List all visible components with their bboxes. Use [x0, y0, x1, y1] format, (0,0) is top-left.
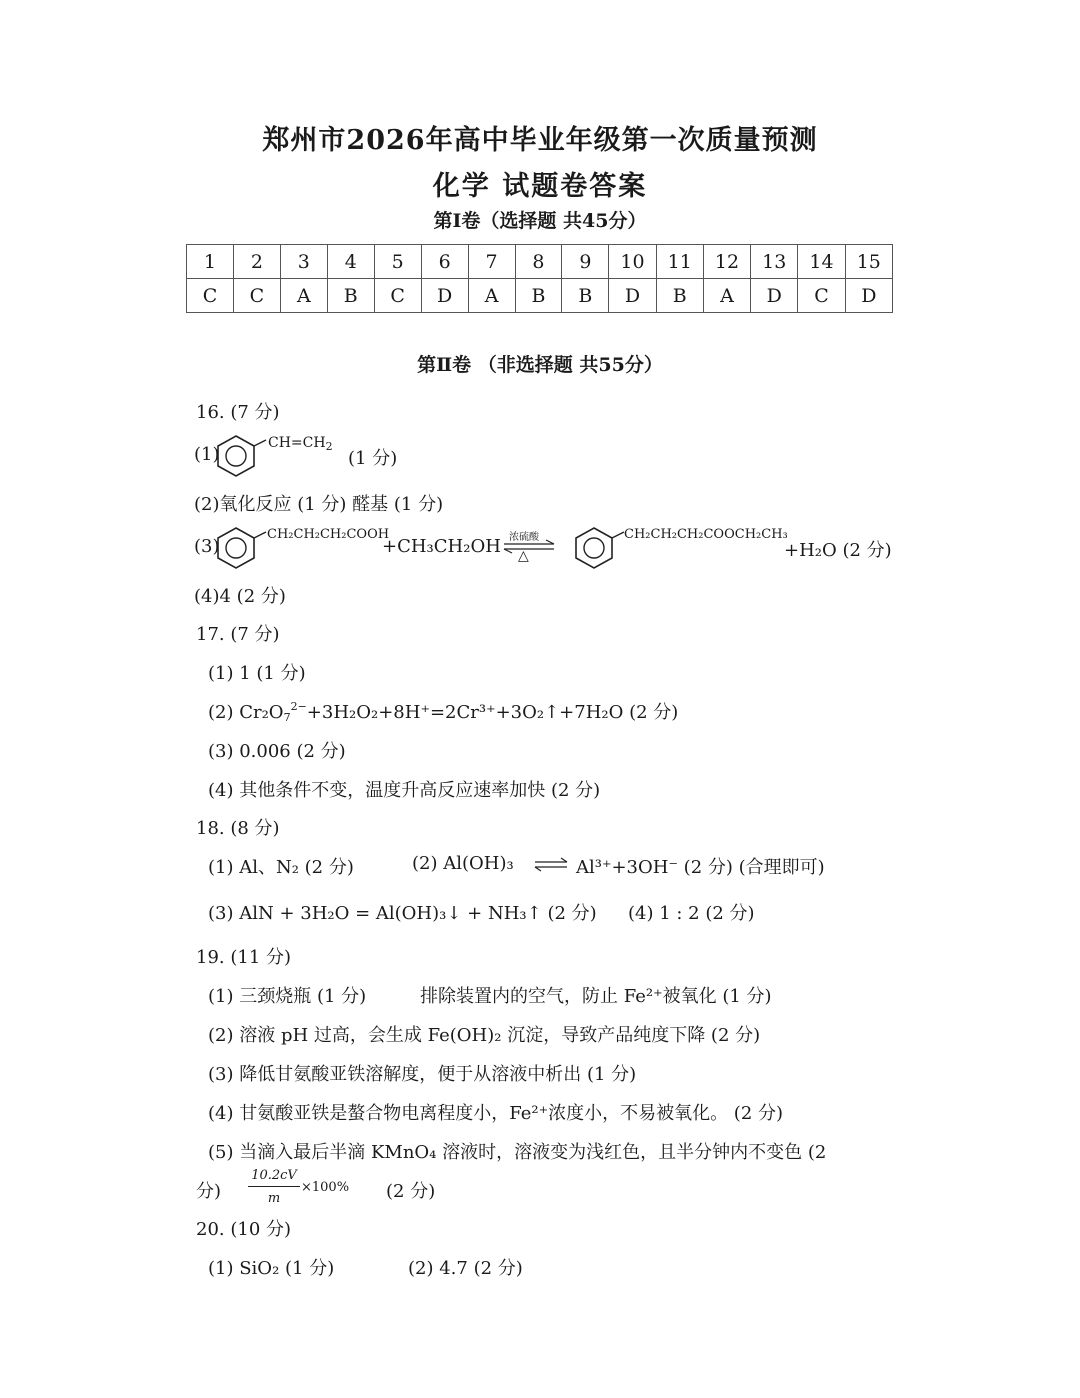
- table-cell: C: [798, 279, 845, 313]
- table-cell: B: [656, 279, 703, 313]
- q19-part5: (5) 当滴入最后半滴 KMnO₄ 溶液时，溶液变为浅红色，且半分钟内不变色 (2: [208, 1142, 827, 1163]
- q16-condition: 浓硫酸: [509, 532, 539, 543]
- subscript: 2: [325, 440, 333, 453]
- dichromate-text: (2) Cr₂O: [208, 702, 284, 723]
- table-cell: A: [468, 279, 515, 313]
- answer-table-number-row: [187, 245, 893, 279]
- q20-part2: (2) 4.7 (2 分): [408, 1258, 523, 1279]
- table-cell: 1: [187, 245, 234, 279]
- fraction-tail: ×100%: [301, 1180, 350, 1195]
- q17-part1: (1) 1 (1 分): [208, 663, 306, 684]
- table-cell: 15: [845, 245, 892, 279]
- vinyl-text: CH=CH: [268, 435, 326, 451]
- q16-heat-symbol: △: [518, 548, 529, 564]
- q19-part4: (4) 甘氨酸亚铁是螯合物电离程度小，Fe²⁺浓度小，不易被氧化。 (2 分): [208, 1103, 784, 1124]
- q18-part1: (1) Al、N₂ (2 分): [208, 857, 354, 878]
- table-cell: 9: [562, 245, 609, 279]
- fraction-bar: [248, 1186, 300, 1187]
- table-cell: 14: [798, 245, 845, 279]
- q16-part3-label: (3): [194, 536, 220, 557]
- q16-part2: (2)氧化反应 (1 分) 醛基 (1 分): [194, 494, 444, 515]
- benzene-ring-icon: [214, 524, 264, 568]
- q17-part3: (3) 0.006 (2 分): [208, 741, 346, 762]
- table-cell: 12: [703, 245, 750, 279]
- answer-table: [186, 244, 893, 313]
- q17-part2: [208, 698, 678, 724]
- section-2-heading: 第Ⅱ卷 （非选择题 共55分）: [417, 354, 663, 376]
- q20-heading: 20. (10 分): [196, 1219, 292, 1240]
- q18-part2a: (2) Al(OH)₃: [412, 853, 514, 874]
- q19-heading: 19. (11 分): [196, 947, 292, 968]
- q19-part1a: (1) 三颈烧瓶 (1 分): [208, 986, 367, 1007]
- page-subtitle: 化学 试题卷答案: [432, 171, 648, 202]
- subscript: 7: [283, 711, 291, 724]
- q19-part2: (2) 溶液 pH 过高，会生成 Fe(OH)₂ 沉淀，导致产品纯度下降 (2 分): [208, 1025, 761, 1046]
- superscript: 2−: [290, 700, 307, 713]
- q16-part4: (4)4 (2 分): [194, 586, 286, 607]
- table-cell: D: [421, 279, 468, 313]
- equilibrium-arrow-icon: [534, 860, 568, 870]
- table-cell: C: [187, 279, 234, 313]
- q16-product-tail: +H₂O (2 分): [784, 540, 892, 561]
- equation-text: +3H₂O₂+8H⁺=2Cr³⁺+3O₂↑+7H₂O (2 分): [306, 702, 679, 723]
- table-cell: B: [327, 279, 374, 313]
- benzene-ring-icon: [214, 432, 264, 476]
- table-cell: D: [609, 279, 656, 313]
- reversible-arrow-icon: [502, 542, 556, 552]
- table-cell: 11: [656, 245, 703, 279]
- table-cell: 10: [609, 245, 656, 279]
- table-cell: D: [845, 279, 892, 313]
- q16-heading: 16. (7 分): [196, 402, 280, 423]
- q17-heading: 17. (7 分): [196, 624, 280, 645]
- q19-part1b: 排除装置内的空气，防止 Fe²⁺被氧化 (1 分): [420, 986, 772, 1007]
- table-cell: C: [374, 279, 421, 313]
- page-title: 郑州市2026年高中毕业年级第一次质量预测: [262, 125, 818, 156]
- q16-vinyl-group: [268, 435, 333, 453]
- table-cell: 4: [327, 245, 374, 279]
- table-cell: 2: [233, 245, 280, 279]
- q16-reactant-chain: CH₂CH₂CH₂COOH: [267, 527, 390, 542]
- table-cell: C: [233, 279, 280, 313]
- fraction-numerator: 10.2cV: [251, 1168, 297, 1183]
- table-cell: A: [280, 279, 327, 313]
- answer-table-answer-row: [187, 279, 893, 313]
- table-cell: B: [515, 279, 562, 313]
- benzene-ring-icon: [572, 524, 622, 568]
- table-cell: 6: [421, 245, 468, 279]
- q19-part5-cont: 分): [196, 1181, 222, 1202]
- q17-part4: (4) 其他条件不变，温度升高反应速率加快 (2 分): [208, 780, 601, 801]
- q16-part1-label: (1): [194, 444, 220, 465]
- q16-part1-score: (1 分): [348, 448, 398, 469]
- q19-part3: (3) 降低甘氨酸亚铁溶解度，便于从溶液中析出 (1 分): [208, 1064, 637, 1085]
- q18-part2b: Al³⁺+3OH⁻ (2 分) (合理即可): [576, 857, 825, 878]
- q20-part1: (1) SiO₂ (1 分): [208, 1258, 335, 1279]
- table-cell: B: [562, 279, 609, 313]
- q18-part3: (3) AlN + 3H₂O = Al(OH)₃↓ + NH₃↑ (2 分): [208, 903, 597, 924]
- table-cell: 3: [280, 245, 327, 279]
- table-cell: 5: [374, 245, 421, 279]
- q18-heading: 18. (8 分): [196, 818, 280, 839]
- q18-part4: (4) 1 : 2 (2 分): [628, 903, 755, 924]
- table-cell: D: [751, 279, 798, 313]
- table-cell: 8: [515, 245, 562, 279]
- fraction-denominator: m: [267, 1191, 281, 1206]
- table-cell: 7: [468, 245, 515, 279]
- q16-product-chain: CH₂CH₂CH₂COOCH₂CH₃: [624, 527, 788, 542]
- table-cell: A: [703, 279, 750, 313]
- section-1-heading: 第Ⅰ卷（选择题 共45分）: [433, 210, 647, 232]
- table-cell: 13: [751, 245, 798, 279]
- q19-part5-score: (2 分): [386, 1181, 436, 1202]
- q16-reactant-ethanol: +CH₃CH₂OH: [382, 536, 501, 557]
